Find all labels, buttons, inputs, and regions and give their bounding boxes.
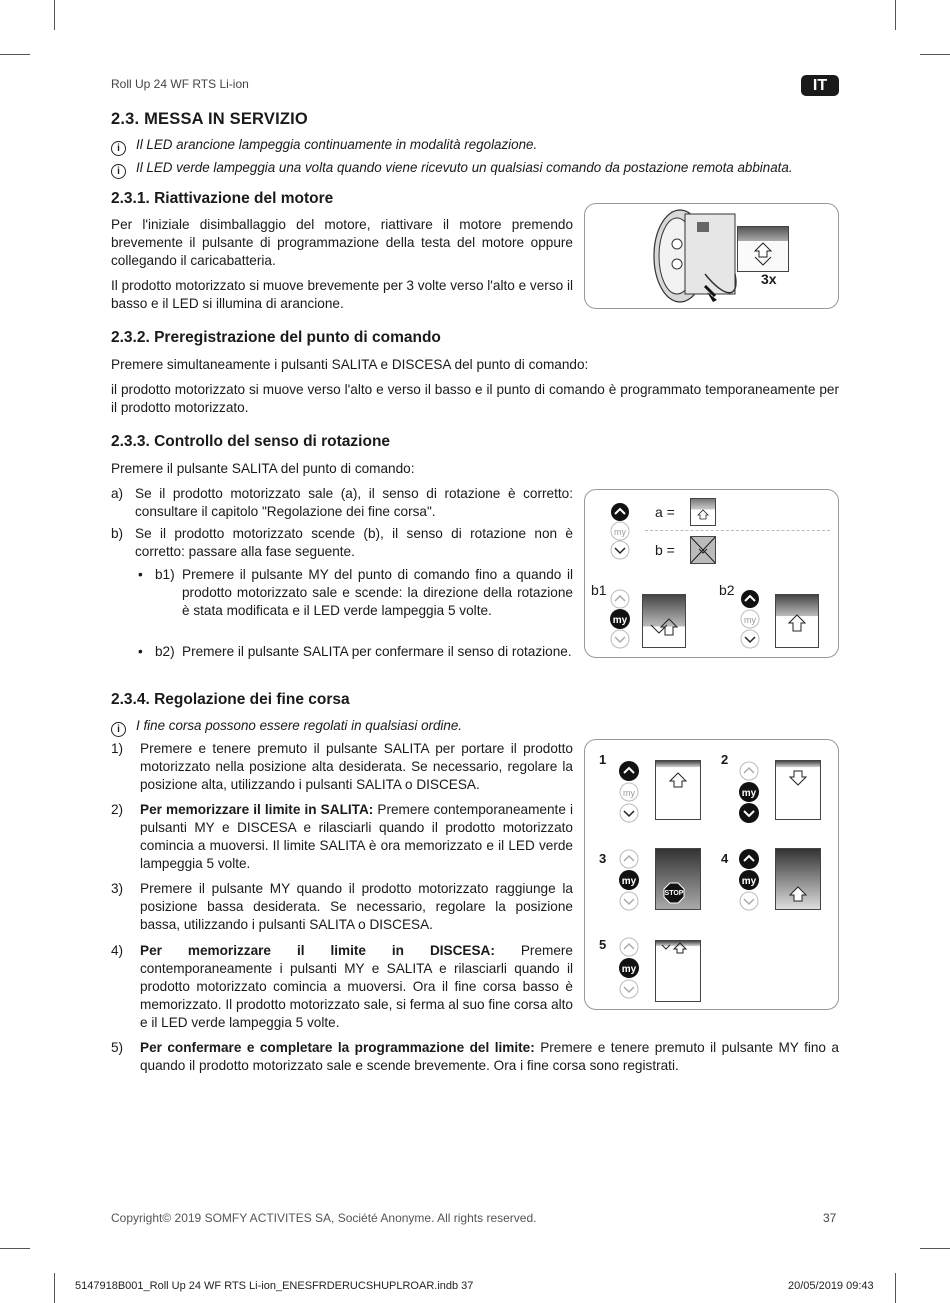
bullet: • (138, 567, 143, 582)
remote-control (609, 589, 631, 654)
info-icon: i (111, 722, 126, 737)
shutter-up (690, 498, 716, 526)
step-number: 1 (599, 752, 607, 767)
document-title: Roll Up 24 WF RTS Li-ion (111, 77, 249, 91)
list-label: 4) (111, 943, 124, 958)
note-text: Il LED verde lampeggia una volta quando viene ricevuto un qualsiasi comando da postazione remota abbinata. (136, 160, 793, 175)
slug-date: 20/05/2019 09:43 (788, 1280, 874, 1292)
list-item (111, 880, 573, 934)
crop-mark (920, 1248, 950, 1249)
list-item (111, 1039, 839, 1075)
shutter-window (642, 594, 686, 648)
svg-text:my: my (741, 788, 757, 799)
motor-head-illustration (585, 204, 838, 308)
list-label: 1) (111, 741, 124, 756)
shutter-window (655, 760, 701, 820)
info-note (111, 717, 573, 737)
section-title: 2.3. MESSA IN SERVIZIO (111, 110, 308, 128)
svg-text:my: my (612, 615, 628, 626)
rotation-check-figure (584, 489, 839, 658)
list-text: Premere e tenere premuto il pulsante SALITA per portare il prodotto motorizzato nella posizione alta desiderata. Se necessario, regolare la posizione alta, utilizzando i pulsanti SALITA o DISCESA. (140, 741, 573, 792)
shutter-window (775, 848, 821, 910)
remote-buttons (618, 848, 640, 912)
cross-icon (691, 537, 715, 563)
up-down-arrow-icon (643, 595, 685, 647)
list-text: Premere contemporaneamente i pulsanti MY e DISCESA e rilasciarli quando il prodotto motorizzato comincia a muoversi. Il limite SALITA è ora memorizzato e il LED verde lampeggia 5 volte. (140, 802, 573, 871)
label-b2: b2 (719, 582, 735, 598)
list-text: Premere il pulsante MY del punto di comando fino a quando il prodotto motorizzato sale e scende: la direzione della rotazione è stata modificata e il LED verde lampeggia 5 volte. (182, 567, 573, 618)
step-number: 2 (721, 752, 729, 767)
remote-buttons (739, 589, 761, 649)
label-b1: b1 (591, 582, 607, 598)
step-number: 4 (721, 851, 729, 866)
label-b: b = (655, 542, 675, 558)
remote-buttons (738, 848, 760, 912)
remote-buttons (609, 502, 631, 560)
svg-text:my: my (621, 964, 637, 975)
shutter-window (737, 226, 789, 272)
crop-mark (920, 54, 950, 55)
subsection-title: 2.3.4. Regolazione dei fine corsa (111, 691, 350, 708)
shutter-window (775, 594, 819, 648)
subsection-title: 2.3.2. Preregistrazione del punto di comando (111, 329, 441, 346)
crop-mark (54, 1273, 55, 1303)
list-item (138, 566, 573, 620)
list-label: a) (111, 486, 124, 501)
stop-icon (656, 849, 700, 909)
list-item (111, 485, 573, 521)
paragraph: Per l'iniziale disimballaggio del motore, riattivare il motore premendo brevemente il pulsante di programmazione della testa del motore oppure collegando il caricabatteria. (111, 217, 573, 268)
paragraph: Premere simultaneamente i pulsanti SALITA e DISCESA del punto di comando: (111, 357, 589, 372)
remote-buttons (618, 936, 640, 1000)
paragraph: Premere il pulsante SALITA del punto di comando: (111, 461, 415, 476)
list-label: b1) (155, 567, 175, 582)
label-a: a = (655, 504, 675, 520)
crop-mark (0, 54, 30, 55)
info-icon: i (111, 164, 126, 179)
remote-buttons (618, 760, 640, 824)
list-item (111, 740, 573, 794)
note-text: Il LED arancione lampeggia continuamente in modalità regolazione. (136, 137, 538, 152)
crop-mark (54, 0, 55, 30)
list-text: Se il prodotto motorizzato scende (b), il senso di rotazione non è corretto: passare alla fase seguente. (135, 526, 573, 559)
shutter-window (775, 760, 821, 820)
up-down-arrow-icon (738, 227, 788, 271)
list-item (111, 942, 573, 1032)
svg-text:my: my (621, 876, 637, 887)
svg-text:my: my (741, 876, 757, 887)
list-bold: Per confermare e completare la programmazione del limite: (140, 1040, 535, 1055)
up-arrow-icon (656, 761, 700, 819)
stop-label: STOP (664, 890, 684, 897)
info-note (111, 159, 851, 179)
list-text: Premere e tenere premuto il pulsante MY fino a quando il prodotto motorizzato sale e scende brevemente. Ora i fine corsa sono registrati. (140, 1040, 839, 1073)
list-item (111, 525, 573, 561)
list-label: b2) (155, 644, 175, 659)
crop-mark (895, 0, 896, 30)
crop-mark (0, 1248, 30, 1249)
shutter-window (655, 940, 701, 1002)
up-down-arrow-icon (656, 941, 700, 1001)
bullet: • (138, 644, 143, 659)
down-arrow-icon (776, 761, 820, 819)
crop-mark (895, 1273, 896, 1303)
shutter-down-wrong (690, 536, 716, 564)
list-label: 2) (111, 802, 124, 817)
end-limits-figure (584, 739, 839, 1010)
up-arrow-icon (776, 849, 820, 909)
list-label: 5) (111, 1040, 124, 1055)
shutter-window (655, 848, 701, 910)
paragraph: il prodotto motorizzato si muove verso l'alto e verso il basso e il punto di comando è programmato temporaneamente per il prodotto motorizzato. (111, 382, 839, 415)
list-label: 3) (111, 881, 124, 896)
up-arrow-icon (691, 499, 715, 525)
list-text: Premere contemporaneamente i pulsanti MY e SALITA e rilasciarli quando il prodotto motorizzato comincia a muoversi. Ora il fine corsa basso è memorizzato. Il prodotto motorizzato sale, si ferma al suo fine corsa alto e il LED verde lampeggia 5 volte. (140, 943, 573, 1030)
note-text: I fine corsa possono essere regolati in qualsiasi ordine. (136, 718, 463, 733)
list-text: Premere il pulsante MY quando il prodotto motorizzato raggiunge la posizione bassa desiderata. Se necessario, regolare la posizione bassa, utilizzando i pulsanti SALITA o DISCESA. (140, 881, 573, 932)
copyright: Copyright© 2019 SOMFY ACTIVITES SA, Société Anonyme. All rights reserved. (111, 1211, 537, 1225)
remote-buttons (738, 760, 760, 824)
info-icon: i (111, 141, 126, 156)
subsection-title: 2.3.3. Controllo del senso di rotazione (111, 433, 391, 450)
divider (645, 530, 830, 531)
list-text: Se il prodotto motorizzato sale (a), il senso di rotazione è corretto: consultare il capitolo "Regolazione dei fine corsa". (135, 486, 573, 519)
svg-text:my: my (623, 788, 635, 798)
slug-file: 5147918B001_Roll Up 24 WF RTS Li-ion_ENESFRDERUCSHUPLROAR.indb 37 (75, 1280, 474, 1292)
list-label: b) (111, 526, 124, 541)
remote-buttons (609, 589, 631, 649)
info-note (111, 136, 851, 156)
remote-control (609, 502, 631, 565)
list-item (138, 643, 573, 661)
page-number: 37 (823, 1211, 837, 1225)
list-bold: Per memorizzare il limite in SALITA: (140, 802, 374, 817)
svg-text:my: my (744, 615, 756, 625)
step-number: 3 (599, 851, 607, 866)
step-number: 5 (599, 937, 607, 952)
subsection-title: 2.3.1. Riattivazione del motore (111, 190, 334, 207)
list-text: Premere il pulsante SALITA per confermare il senso di rotazione. (182, 644, 572, 659)
motor-wakeup-figure (584, 203, 839, 309)
list-bold: Per memorizzare il limite in DISCESA: (140, 943, 495, 958)
list-item (111, 801, 573, 873)
paragraph: Il prodotto motorizzato si muove brevemente per 3 volte verso l'alto e verso il basso e il LED si illumina di arancione. (111, 278, 573, 311)
up-arrow-icon (776, 595, 818, 647)
repeat-label: 3x (761, 271, 777, 287)
remote-control (739, 589, 761, 654)
language-badge: IT (801, 75, 839, 96)
svg-text:my: my (614, 527, 626, 537)
